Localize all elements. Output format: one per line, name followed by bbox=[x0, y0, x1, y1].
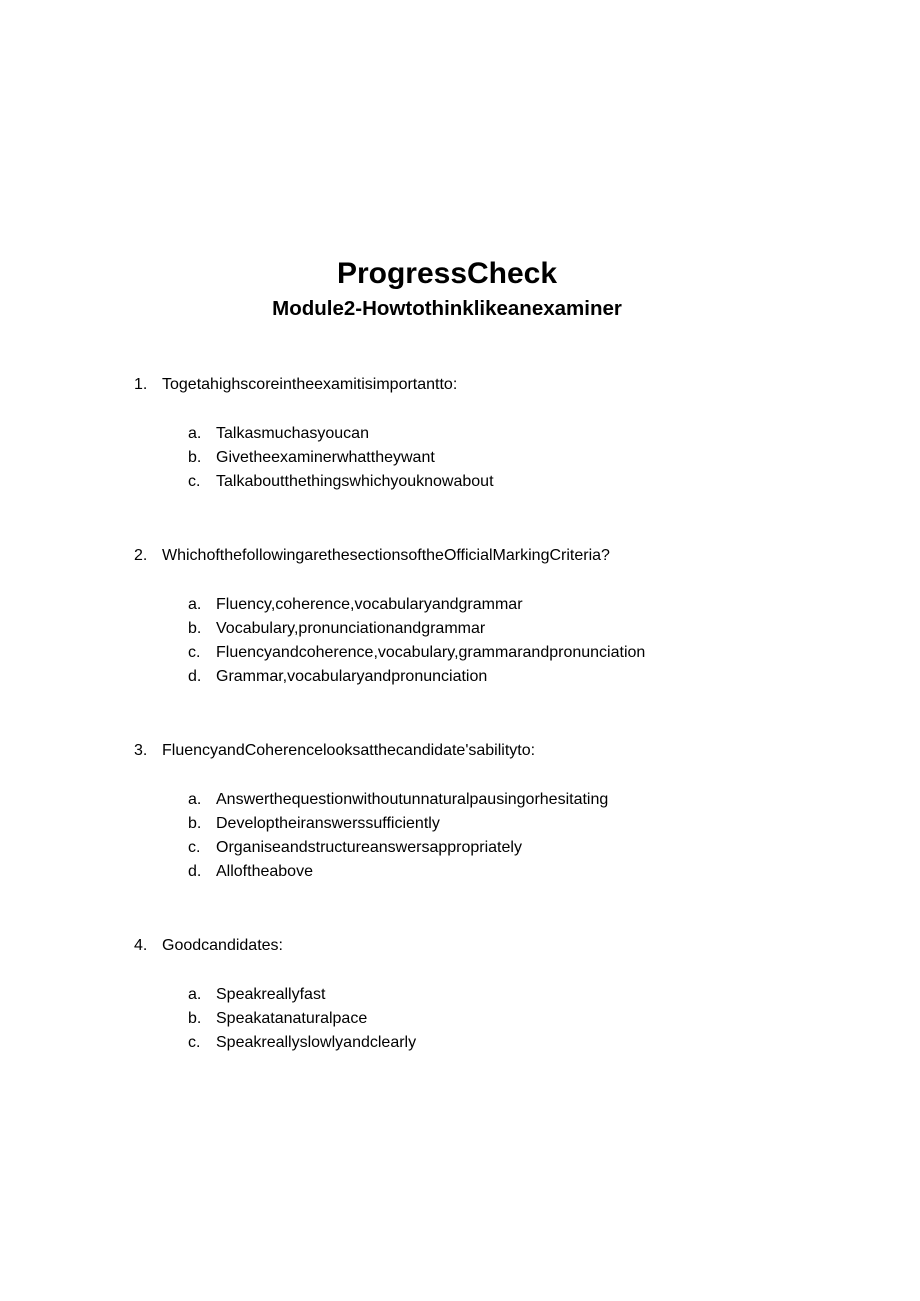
option-letter: a. bbox=[188, 596, 202, 613]
page-title: ProgressCheck bbox=[336, 257, 558, 290]
question-3 bbox=[134, 741, 535, 761]
option-letter: a. bbox=[188, 986, 202, 1003]
question-text: FluencyandCoherencelooksatthecandidate'sabilityto: bbox=[162, 742, 536, 759]
question-2 bbox=[134, 546, 610, 566]
question-1-options bbox=[188, 422, 494, 494]
option-item bbox=[188, 617, 645, 641]
question-text: WhichofthefollowingarethesectionsoftheOfficialMarkingCriteria? bbox=[162, 547, 610, 564]
option-letter: c. bbox=[188, 1034, 201, 1051]
question-text: Togetahighscoreintheexamitisimportantto: bbox=[162, 376, 458, 393]
option-item bbox=[188, 470, 494, 494]
option-letter: d. bbox=[188, 863, 202, 880]
option-text: Fluency,coherence,vocabularyandgrammar bbox=[216, 596, 523, 613]
question-4-options bbox=[188, 983, 416, 1055]
option-text: Fluencyandcoherence,vocabulary,grammarandpronunciation bbox=[216, 644, 646, 661]
question-3-options bbox=[188, 788, 608, 884]
option-text: Talkaboutthethingswhichyouknowabout bbox=[216, 473, 494, 490]
option-text: Developtheiranswerssufficiently bbox=[216, 815, 440, 832]
option-item bbox=[188, 665, 645, 689]
option-letter: a. bbox=[188, 791, 202, 808]
option-item bbox=[188, 641, 645, 665]
option-item bbox=[188, 836, 608, 860]
option-text: Speakreallyfast bbox=[216, 986, 326, 1003]
question-2-options bbox=[188, 593, 645, 689]
question-number: 1. bbox=[134, 376, 148, 393]
option-letter: c. bbox=[188, 473, 201, 490]
option-text: Alloftheabove bbox=[216, 863, 313, 880]
question-4 bbox=[134, 936, 283, 956]
question-text: Goodcandidates: bbox=[162, 937, 283, 954]
option-text: Speakatanaturalpace bbox=[216, 1010, 368, 1027]
option-text: Givetheexaminerwhattheywant bbox=[216, 449, 435, 466]
option-letter: c. bbox=[188, 644, 201, 661]
option-item bbox=[188, 1007, 416, 1031]
option-text: Talkasmuchasyoucan bbox=[216, 425, 369, 442]
option-text: Organiseandstructureanswersappropriately bbox=[216, 839, 522, 856]
option-item bbox=[188, 422, 494, 446]
option-item bbox=[188, 860, 608, 884]
option-text: Vocabulary,pronunciationandgrammar bbox=[216, 620, 486, 637]
option-letter: b. bbox=[188, 815, 202, 832]
option-text: Grammar,vocabularyandpronunciation bbox=[216, 668, 488, 685]
question-number: 3. bbox=[134, 742, 148, 759]
option-item bbox=[188, 788, 608, 812]
option-letter: b. bbox=[188, 449, 202, 466]
page-subtitle: Module2-Howtothinklikeanexaminer bbox=[272, 297, 622, 320]
option-letter: d. bbox=[188, 668, 202, 685]
question-1 bbox=[134, 375, 457, 395]
question-number: 2. bbox=[134, 547, 148, 564]
option-letter: c. bbox=[188, 839, 201, 856]
option-item bbox=[188, 593, 645, 617]
option-item bbox=[188, 812, 608, 836]
question-number: 4. bbox=[134, 937, 148, 954]
option-item bbox=[188, 983, 416, 1007]
option-letter: a. bbox=[188, 425, 202, 442]
option-item bbox=[188, 446, 494, 470]
option-text: Speakreallyslowlyandclearly bbox=[216, 1034, 417, 1051]
option-item bbox=[188, 1031, 416, 1055]
option-text: Answerthequestionwithoutunnaturalpausingorhesitating bbox=[216, 791, 609, 808]
option-letter: b. bbox=[188, 620, 202, 637]
option-letter: b. bbox=[188, 1010, 202, 1027]
